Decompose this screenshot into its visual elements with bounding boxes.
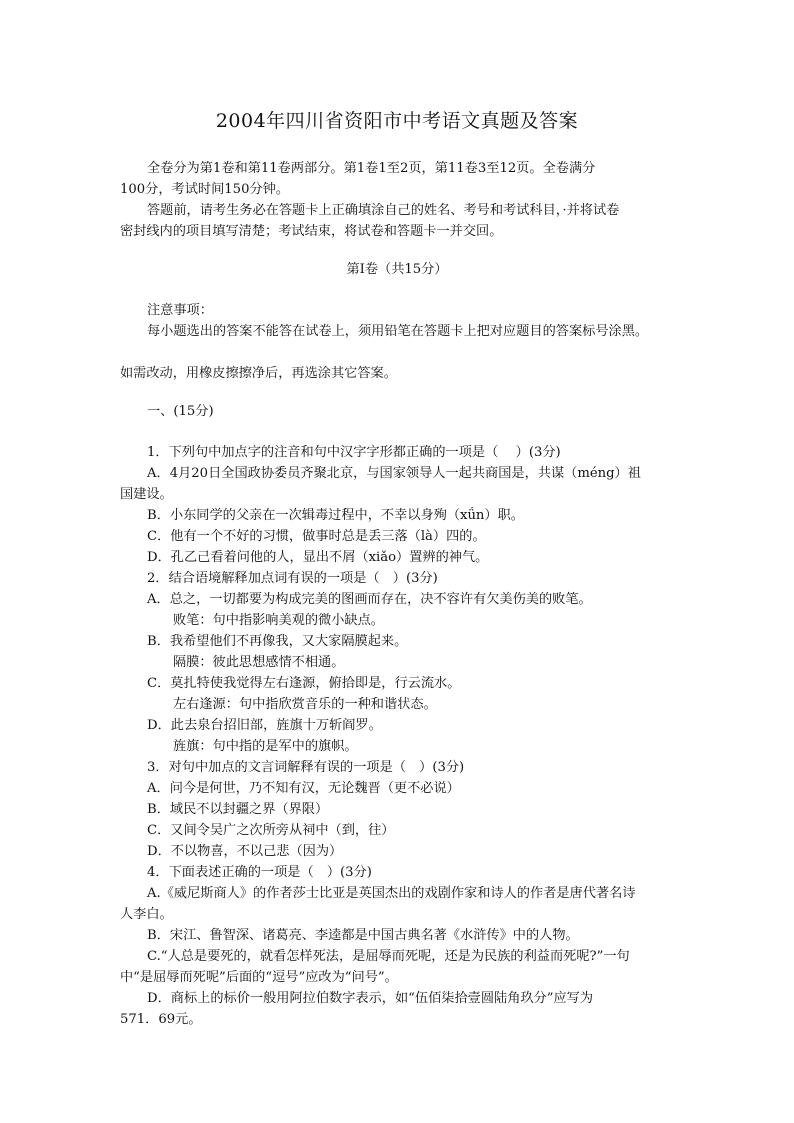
question-line: 中“是屈辱而死呢”后面的“逗号”应改为“问号”。 (120, 970, 398, 985)
intro-line-3: 答题前，请考生务必在答题卡上正确填涂自己的姓名、考号和考试科目，·并将试卷 (147, 203, 620, 218)
part-one-heading: 一、(15分) (147, 404, 214, 419)
document-title: 2004年四川省资阳市中考语文真题及答案 (215, 110, 579, 132)
question-line: D．不以物喜，不以己悲（因为） (147, 844, 343, 859)
question-line: C.“人总是要死的，就看怎样死法，是屈辱而死呢，还是为民族的利益而死呢?”一句 (147, 949, 630, 964)
notice-line-2: 如需改动，用橡皮擦擦净后，再选涂其它答案。 (120, 366, 397, 381)
question-line: A.《威尼斯商人》的作者莎士比亚是英国杰出的戏剧作家和诗人的作者是唐代著名诗 (147, 886, 636, 901)
question-line: C．他有一个不好的习惯，做事时总是丢三落（là）四的。 (147, 529, 486, 544)
question-line: B．我希望他们不再像我，又大家隔膜起来。 (147, 634, 408, 649)
question-line: 左右逢源：句中指欣赏音乐的一种和谐状态。 (173, 697, 437, 712)
question-line: B．域民不以封疆之界（界限） (147, 802, 329, 817)
question-line: 4．下面表述正确的一项是（ ）(3分) (147, 865, 372, 880)
question-line: 人李白。 (120, 907, 173, 922)
question-line: 国建设。 (120, 487, 173, 502)
notice-line-1: 每小题选出的答案不能答在试卷上，须用铅笔在答题卡上把对应题目的答案标号涂黑。 (147, 324, 649, 339)
intro-line-2: 100分，考试时间150分钟。 (120, 182, 290, 197)
question-line: A．问今是何世，乃不知有汉，无论魏晋（更不必说） (147, 781, 460, 796)
intro-line-1: 全卷分为第1卷和第11卷两部分。第1卷1至2页，第11卷3至12页。全卷满分 (147, 161, 596, 176)
question-line: A．4月20日全国政协委员齐聚北京，与国家领导人一起共商国是，共谋（méng）祖 (147, 466, 641, 481)
question-line: D．此去泉台招旧部，旌旗十万斩阎罗。 (147, 718, 382, 733)
question-line: B．宋江、鲁智深、诸葛亮、李逵都是中国古典名著《水浒传》中的人物。 (147, 928, 579, 943)
notice-heading: 注意事项： (147, 303, 213, 318)
question-line: 1．下列句中加点字的注音和句中汉字字形都正确的一项是（ ）(3分) (147, 445, 561, 460)
section-title: 第Ⅰ卷（共15分） (346, 262, 448, 277)
question-line: 旌旗：句中指的是军中的旗帜。 (173, 739, 358, 754)
question-line: D．孔乙己看着问他的人，显出不屑（xiǎo）置辨的神气。 (147, 550, 489, 565)
question-line: C．莫扎特使我觉得左右逢源，俯拾即是，行云流水。 (147, 676, 461, 691)
question-line: D．商标上的标价一般用阿拉伯数字表示，如“伍佰柒拾壹圆陆角玖分”应写为 (147, 991, 594, 1006)
question-line: B．小东同学的父亲在一次辑毒过程中，不幸以身殉（xǘn）职。 (147, 508, 524, 523)
question-line: C．又间令吴广之次所旁从祠中（到，往） (147, 823, 395, 838)
question-line: 2．结合语境解释加点词有误的一项是（ ）(3分) (147, 571, 438, 586)
intro-line-4: 密封线内的项目填写清楚；考试结束，将试卷和答题卡一并交回。 (120, 224, 503, 239)
question-line: 败笔：句中指影响美观的微小缺点。 (173, 613, 384, 628)
question-line: 隔膜：彼此思想感情不相通。 (173, 655, 345, 670)
question-line: 571．69元。 (120, 1012, 202, 1027)
question-line: A．总之，一切都要为构成完美的图画而存在，决不容许有欠美伤美的败笔。 (147, 592, 592, 607)
question-line: 3．对句中加点的文言词解释有误的一项是（ ）(3分) (147, 760, 465, 775)
